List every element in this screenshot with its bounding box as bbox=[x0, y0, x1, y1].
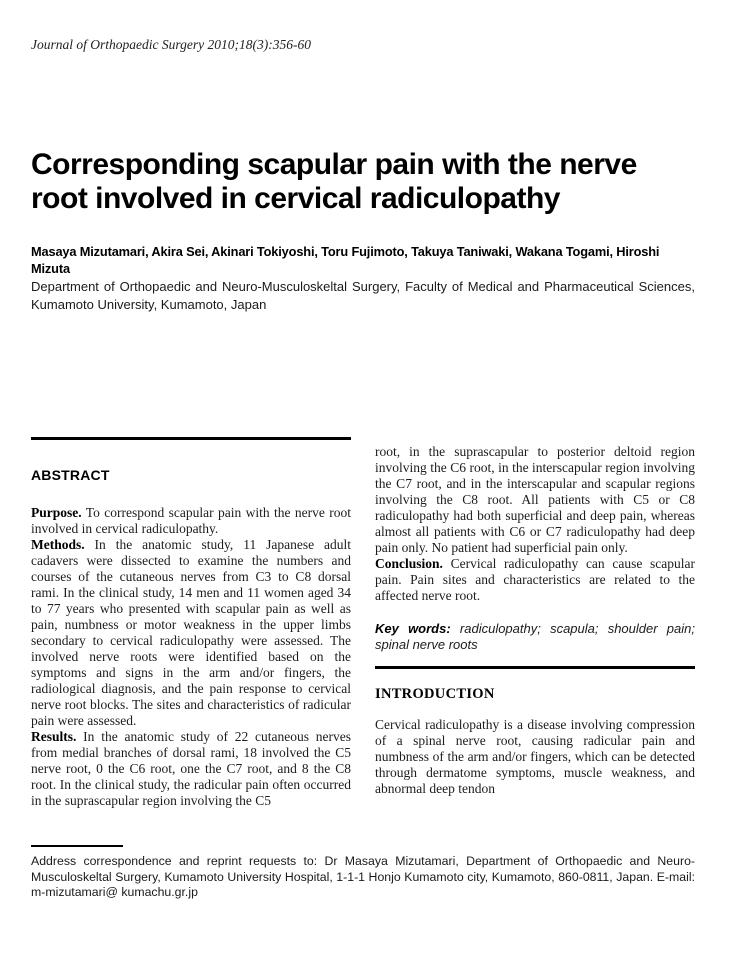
left-column bbox=[31, 437, 351, 809]
right-column bbox=[375, 437, 695, 809]
methods-text: In the anatomic study, 11 Japanese adult cadavers were dissected to examine the numbers and courses of the cutaneous nerves from C3 to C8 dorsal rami. In the clinical study, 14 men and 11 women aged 34 to 77 years who presented with scapular pain as well as pain, numbness or motor weakness in the upper limbs secondary to cervical radiculopathy were assessed. The involved nerve roots were identified based on the symptoms and signs in the arm and/or fingers, the radiological diagnosis, and the pain response to cervical nerve root blocks. The sites and characteristics of radicular pain were assessed. bbox=[31, 537, 352, 728]
abstract-top-rule bbox=[31, 437, 351, 440]
introduction-top-rule bbox=[375, 666, 695, 669]
introduction-heading: INTRODUCTION bbox=[375, 686, 495, 702]
conclusion-text: Cervical radiculopathy can cause scapular pain. Pain sites and characteristics are related to the affected nerve root. bbox=[375, 556, 696, 603]
abstract-conclusion-paragraph bbox=[375, 556, 695, 604]
correspondence-footer bbox=[31, 845, 695, 901]
purpose-label: Purpose. bbox=[31, 505, 82, 520]
introduction-paragraph bbox=[375, 717, 695, 797]
introduction-text: Cervical radiculopathy is a disease involving compression of a spinal nerve root, causing radicular pain and numbness of the arm and/or fingers, which can be detected through dermatome symptoms, muscle weakness, and abnormal deep tendon bbox=[375, 717, 695, 796]
two-column-body bbox=[31, 437, 695, 809]
conclusion-label: Conclusion. bbox=[375, 556, 443, 571]
abstract-purpose-paragraph bbox=[31, 505, 351, 537]
footnote-rule bbox=[31, 845, 123, 847]
keywords-text: radiculopathy; scapula; shoulder pain; spinal nerve roots bbox=[375, 621, 695, 652]
keywords-line bbox=[375, 621, 695, 653]
byline-block bbox=[31, 243, 695, 314]
authors-line: Masaya Mizutamari, Akira Sei, Akinari Tokiyoshi, Toru Fujimoto, Takuya Taniwaki, Wakana Togami, Hiroshi Mizuta bbox=[31, 244, 660, 276]
results-text-left: In the anatomic study of 22 cutaneous nerves from medial branches of dorsal rami, 18 involved the C5 nerve root, 0 the C6 root, one the C7 root, and 8 the C8 root. In the clinical study, the radicular pain often occurred in the suprascapular region involving the C5 bbox=[31, 729, 352, 808]
abstract-results-paragraph-left bbox=[31, 729, 351, 809]
keywords-label: Key words: bbox=[375, 621, 451, 636]
results-label: Results. bbox=[31, 729, 77, 744]
article-title: Corresponding scapular pain with the nerve root involved in cervical radiculopathy bbox=[31, 148, 637, 216]
affiliation-line: Department of Orthopaedic and Neuro-Musculoskeltal Surgery, Faculty of Medical and Pharmaceutical Sciences, Kumamoto University, Kumamoto, Japan bbox=[31, 279, 695, 312]
abstract-heading: ABSTRACT bbox=[31, 467, 110, 483]
abstract-results-paragraph-continued bbox=[375, 444, 695, 556]
methods-label: Methods. bbox=[31, 537, 85, 552]
results-text-continued: root, in the suprascapular to posterior deltoid region involving the C6 root, in the interscapular region involving the C7 root, and in the interscapular and scapular regions involving the C8 root. All patients with C5 or C8 radiculopathy had both superficial and deep pain, whereas almost all patients with C6 or C7 radiculopathy had deep pain only. No patient had superficial pain only. bbox=[375, 444, 695, 555]
correspondence-note: Address correspondence and reprint requests to: Dr Masaya Mizutamari, Department of Orthopaedic and Neuro-Musculoskeltal Surgery, Kumamoto University Hospital, 1-1-1 Honjo Kumamoto city, Kumamoto, 860-0811, Japan. E-mail: m-mizutamari@ kumachu.gr.jp bbox=[31, 854, 695, 899]
abstract-methods-paragraph bbox=[31, 537, 351, 729]
journal-citation-line: Journal of Orthopaedic Surgery 2010;18(3):356-60 bbox=[31, 37, 311, 52]
purpose-text: To correspond scapular pain with the nerve root involved in cervical radiculopathy. bbox=[31, 505, 351, 536]
